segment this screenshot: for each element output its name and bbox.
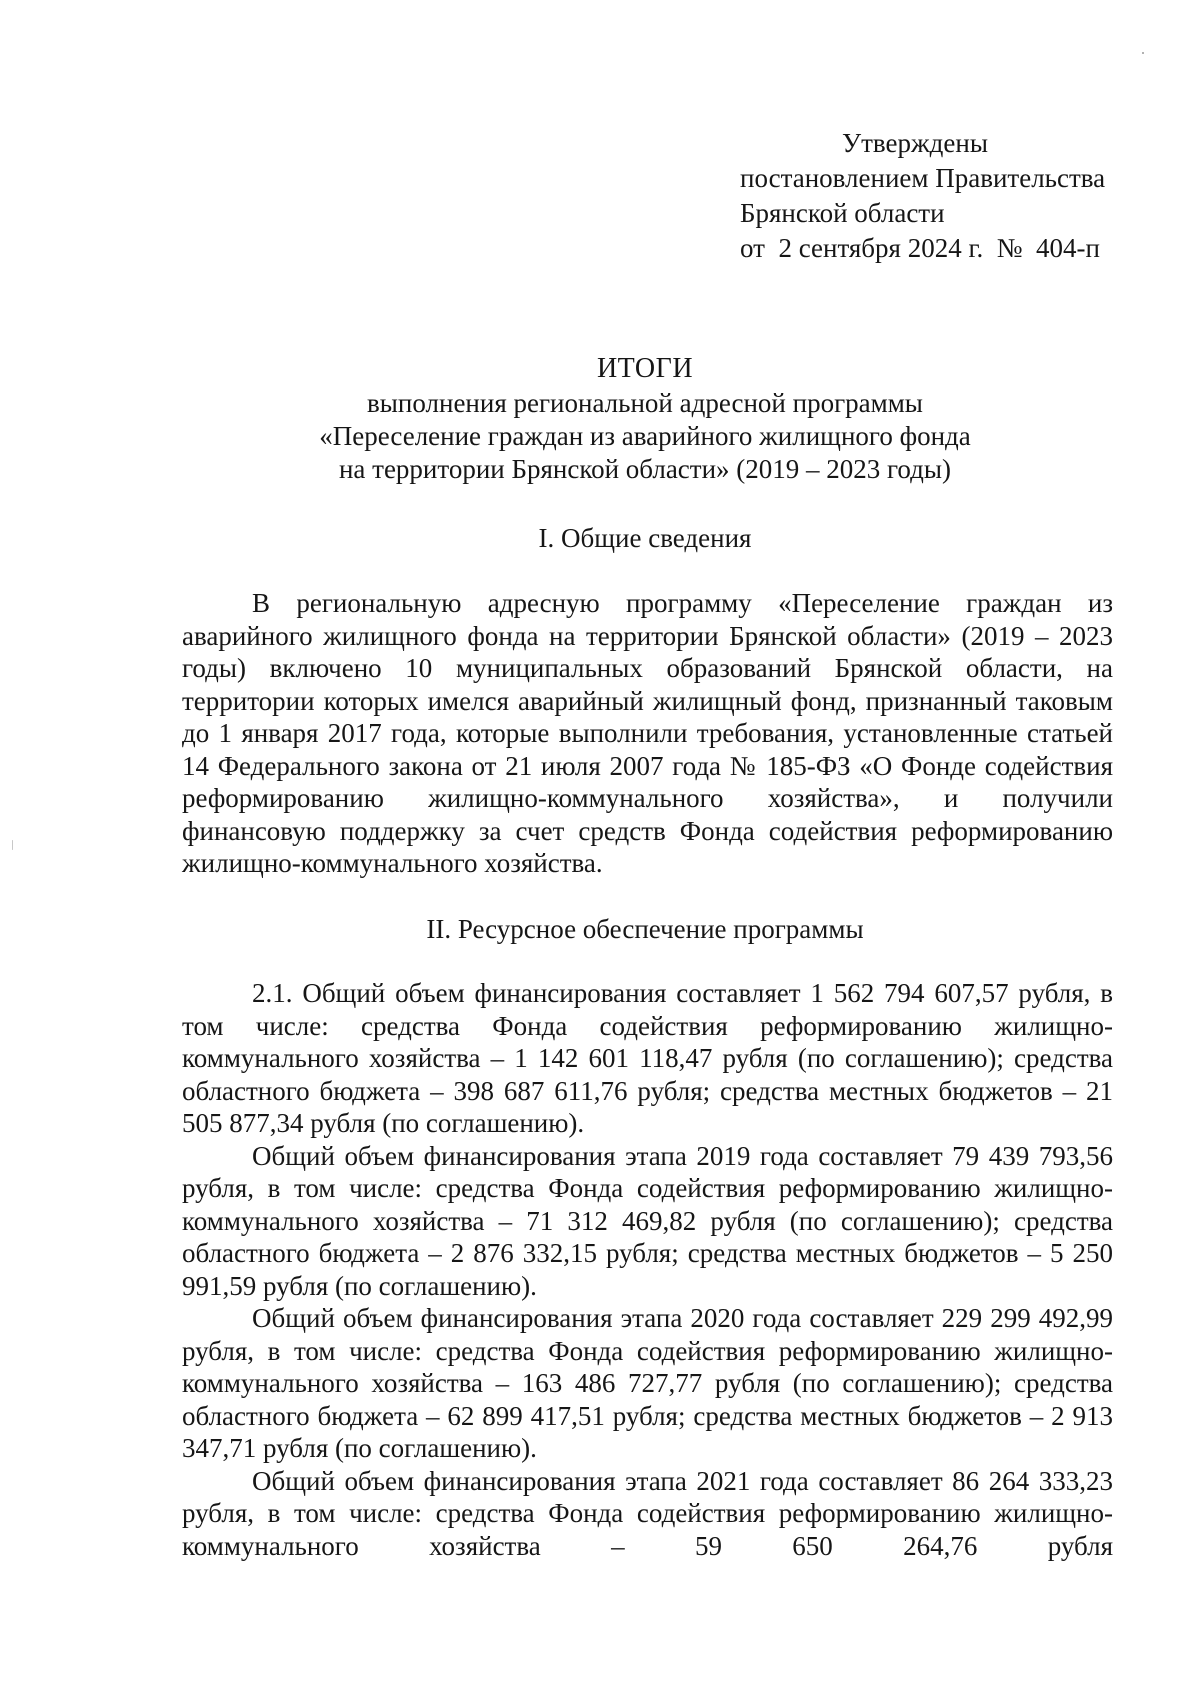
title-line-3: на территории Брянской области» (2019 – 2023 годы) bbox=[338, 454, 952, 484]
section-2-paragraph-4: Общий объем финансирования этапа 2021 года составляет 86 264 333,23 рубля, в том числе: средства Фонда содействия реформированию жилищно-коммунального хозяйства – 59 650 264,76 рубля bbox=[182, 1465, 1113, 1561]
section-2-heading: II. Ресурсное обеспечение программы bbox=[426, 914, 864, 944]
title-line-2: «Переселение граждан из аварийного жилищного фонда bbox=[319, 421, 971, 451]
title-line-1: выполнения региональной адресной программы bbox=[367, 388, 923, 418]
approval-line-3: Брянской области bbox=[740, 198, 945, 228]
section-2-paragraph-1: 2.1. Общий объем финансирования составляет 1 562 794 607,57 рубля, в том числе: средства Фонда содействия реформированию жилищно-коммунального хозяйства – 1 142 601 118,47 рубля (по соглашению); средства областного бюджета – 398 687 611,76 рубля; средства местных бюджетов – 21 505 877,34 рубля (по соглашению). bbox=[182, 978, 1113, 1138]
section-1-heading: I. Общие сведения bbox=[538, 523, 752, 553]
approval-line-1: Утверждены bbox=[842, 128, 988, 158]
scan-edge-mark bbox=[12, 840, 13, 850]
approval-stamp bbox=[740, 126, 1105, 266]
approval-line-4: от 2 сентября 2024 г. № 404-п bbox=[740, 233, 1100, 263]
section-1-paragraph: В региональную адресную программу «Переселение граждан из аварийного жилищного фонда на территории Брянской области» (2019 – 2023 годы) включено 10 муниципальных образований Брянской области, на территории которых имелся аварийный жилищный фонд, признанный таковым до 1 января 2017 года, которые выполнили требования, установленные статьей 14 Федерального закона от 21 июля 2007 года № 185-ФЗ «О Фонде содействия реформированию жилищно-коммунального хозяйства», и получили финансовую поддержку за счет средств Фонда содействия реформированию жилищно-коммунального хозяйства. bbox=[182, 588, 1113, 878]
approval-line-2: постановлением Правительства bbox=[740, 163, 1106, 193]
section-2-paragraph-3: Общий объем финансирования этапа 2020 года составляет 229 299 492,99 рубля, в том числе: средства Фонда содействия реформированию жилищно-коммунального хозяйства – 163 486 727,77 рубля (по соглашению); средства областного бюджета – 62 899 417,51 рубля; средства местных бюджетов – 2 913 347,71 рубля (по соглашению). bbox=[182, 1303, 1113, 1463]
title-main: ИТОГИ bbox=[596, 353, 694, 384]
document-title bbox=[180, 352, 1110, 486]
section-2-body bbox=[182, 977, 1113, 1562]
scan-speck bbox=[1142, 52, 1144, 54]
section-1-body bbox=[182, 587, 1113, 880]
section-2-paragraph-2: Общий объем финансирования этапа 2019 года составляет 79 439 793,56 рубля, в том числе: средства Фонда содействия реформированию жилищно-коммунального хозяйства – 71 312 469,82 рубля (по соглашению); средства областного бюджета – 2 876 332,15 рубля; средства местных бюджетов – 5 250 991,59 рубля (по соглашению). bbox=[182, 1140, 1113, 1301]
